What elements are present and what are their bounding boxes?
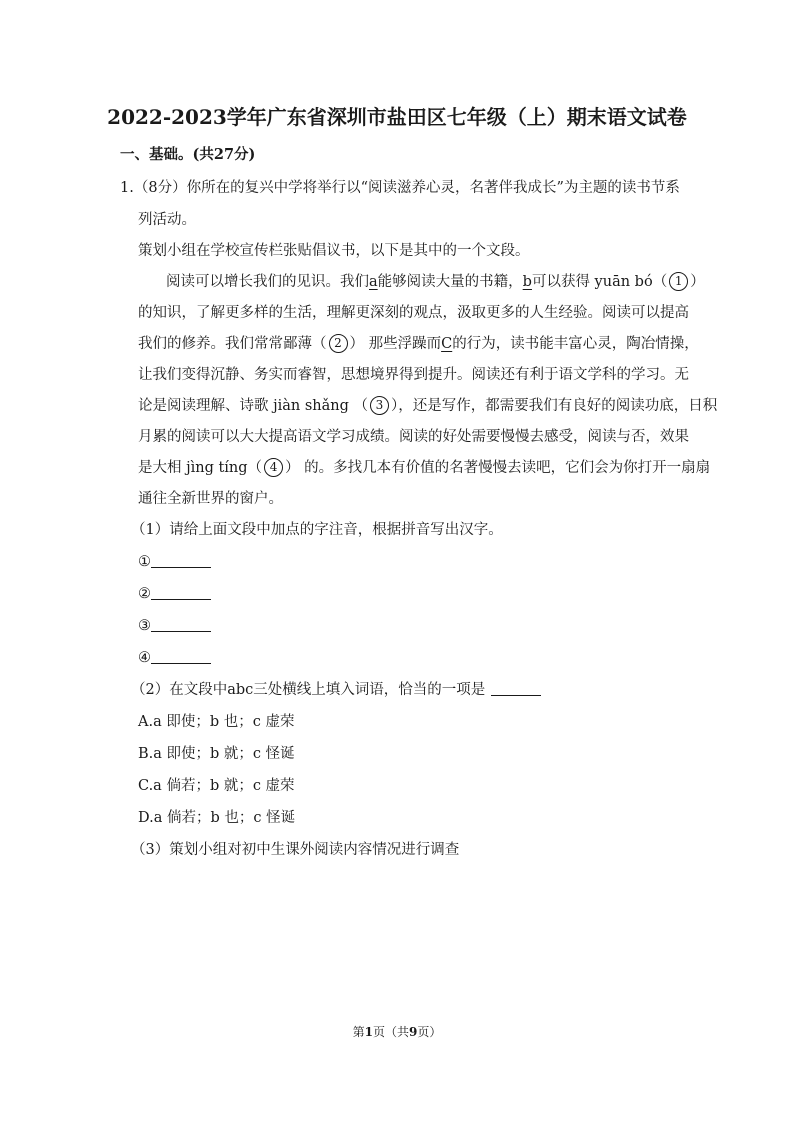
answer-label: ③ [138,618,151,634]
passage-line-1 [166,272,705,292]
circled-number-2: 2 [329,334,348,353]
circled-number-4: 4 [264,458,283,477]
passage-text: 是大相 jìng tíng（ [138,460,263,476]
passage-text: 论是阅读理解、诗歌 jiàn shǎng （ [138,398,368,414]
passage-line-2: 的知识，了解更多样的生活，理解更深刻的观点，汲取更多的人生经验。阅读可以提高 [138,305,689,321]
passage-text: ） 的。多找几本有价值的名著慢慢去读吧，它们会为你打开一扇扇 [285,460,711,476]
option-d: D.a 倘若；b 也；c 怪诞 [138,810,296,826]
question-number: 1. [120,180,134,196]
page-number: 1 [364,1025,373,1039]
footer-text: 页） [417,1025,442,1039]
option-c: C.a 倘若；b 就；c 虚荣 [138,778,295,794]
page-title: 2022-2023学年广东省深圳市盐田区七年级（上）期末语文试卷 [107,105,687,129]
passage-text: 能够阅读大量的书籍， [377,274,523,290]
passage-text: 我们的修养。我们常常鄙薄（ [138,336,327,352]
sub-question-3-prompt: （3）策划小组对初中生课外阅读内容情况进行调查 [131,842,460,858]
answer-blank-2[interactable] [151,584,211,600]
passage-line-4: 让我们变得沉静、务实而睿智，思想境界得到提升。阅读还有利于语文学科的学习。无 [138,367,689,383]
answer-line-1 [138,552,211,572]
passage-line-5 [138,396,717,416]
passage-intro: 策划小组在学校宣传栏张贴倡议书，以下是其中的一个文段。 [138,243,530,259]
answer-label: ② [138,586,151,602]
answer-blank-4[interactable] [151,648,211,664]
total-pages: 9 [409,1025,418,1039]
passage-line-7 [138,458,710,478]
prompt-text: （2）在文段中abc三处横线上填入词语，恰当的一项是 [131,682,486,698]
passage-text: ），还是写作，都需要我们有良好的阅读功底，日积 [391,398,718,414]
passage-text: ） [690,274,705,290]
question-1-stem [120,178,680,198]
option-a: A.a 即使；b 也；c 虚荣 [138,714,295,730]
option-b: B.a 即使；b 就；c 怪诞 [138,746,295,762]
question-stem-line2: 列活动。 [138,212,196,228]
circled-number-3: 3 [370,396,389,415]
passage-text: 阅读可以增长我们的见识。我们 [166,274,369,290]
answer-label: ④ [138,650,151,666]
sub-question-2-prompt [131,680,541,700]
passage-line-6: 月累的阅读可以大大提高语文学习成绩。阅读的好处需要慢慢去感受，阅读与否，效果 [138,429,689,445]
sub-question-1-prompt: （1）请给上面文段中加点的字注音，根据拼音写出汉字。 [131,522,503,538]
answer-blank-1[interactable] [151,552,211,568]
footer-text: 第 [352,1025,365,1039]
question-stem-line1: （8分）你所在的复兴中学将举行以“阅读滋养心灵，名著伴我成长”为主题的读书节系 [133,180,680,196]
answer-line-3 [138,616,211,636]
blank-a: a [369,274,378,290]
passage-text: 的行为，读书能丰富心灵，陶冶情操， [452,336,699,352]
answer-line-4 [138,648,211,668]
passage-line-3 [138,334,699,354]
answer-blank-3[interactable] [151,616,211,632]
passage-line-8: 通往全新世界的窗户。 [138,491,283,507]
page-footer [0,1023,794,1040]
passage-text: ） 那些浮躁而 [349,336,442,352]
answer-label: ① [138,554,151,570]
blank-b: b [522,274,532,290]
footer-text: 页（共 [372,1025,409,1039]
answer-line-2 [138,584,211,604]
section-heading: 一、基础。(共27分) [120,146,256,163]
passage-text: 可以获得 yuān bó（ [531,274,668,290]
circled-number-1: 1 [669,272,688,291]
blank-c: C [441,336,453,352]
answer-blank-choice[interactable] [491,680,541,696]
